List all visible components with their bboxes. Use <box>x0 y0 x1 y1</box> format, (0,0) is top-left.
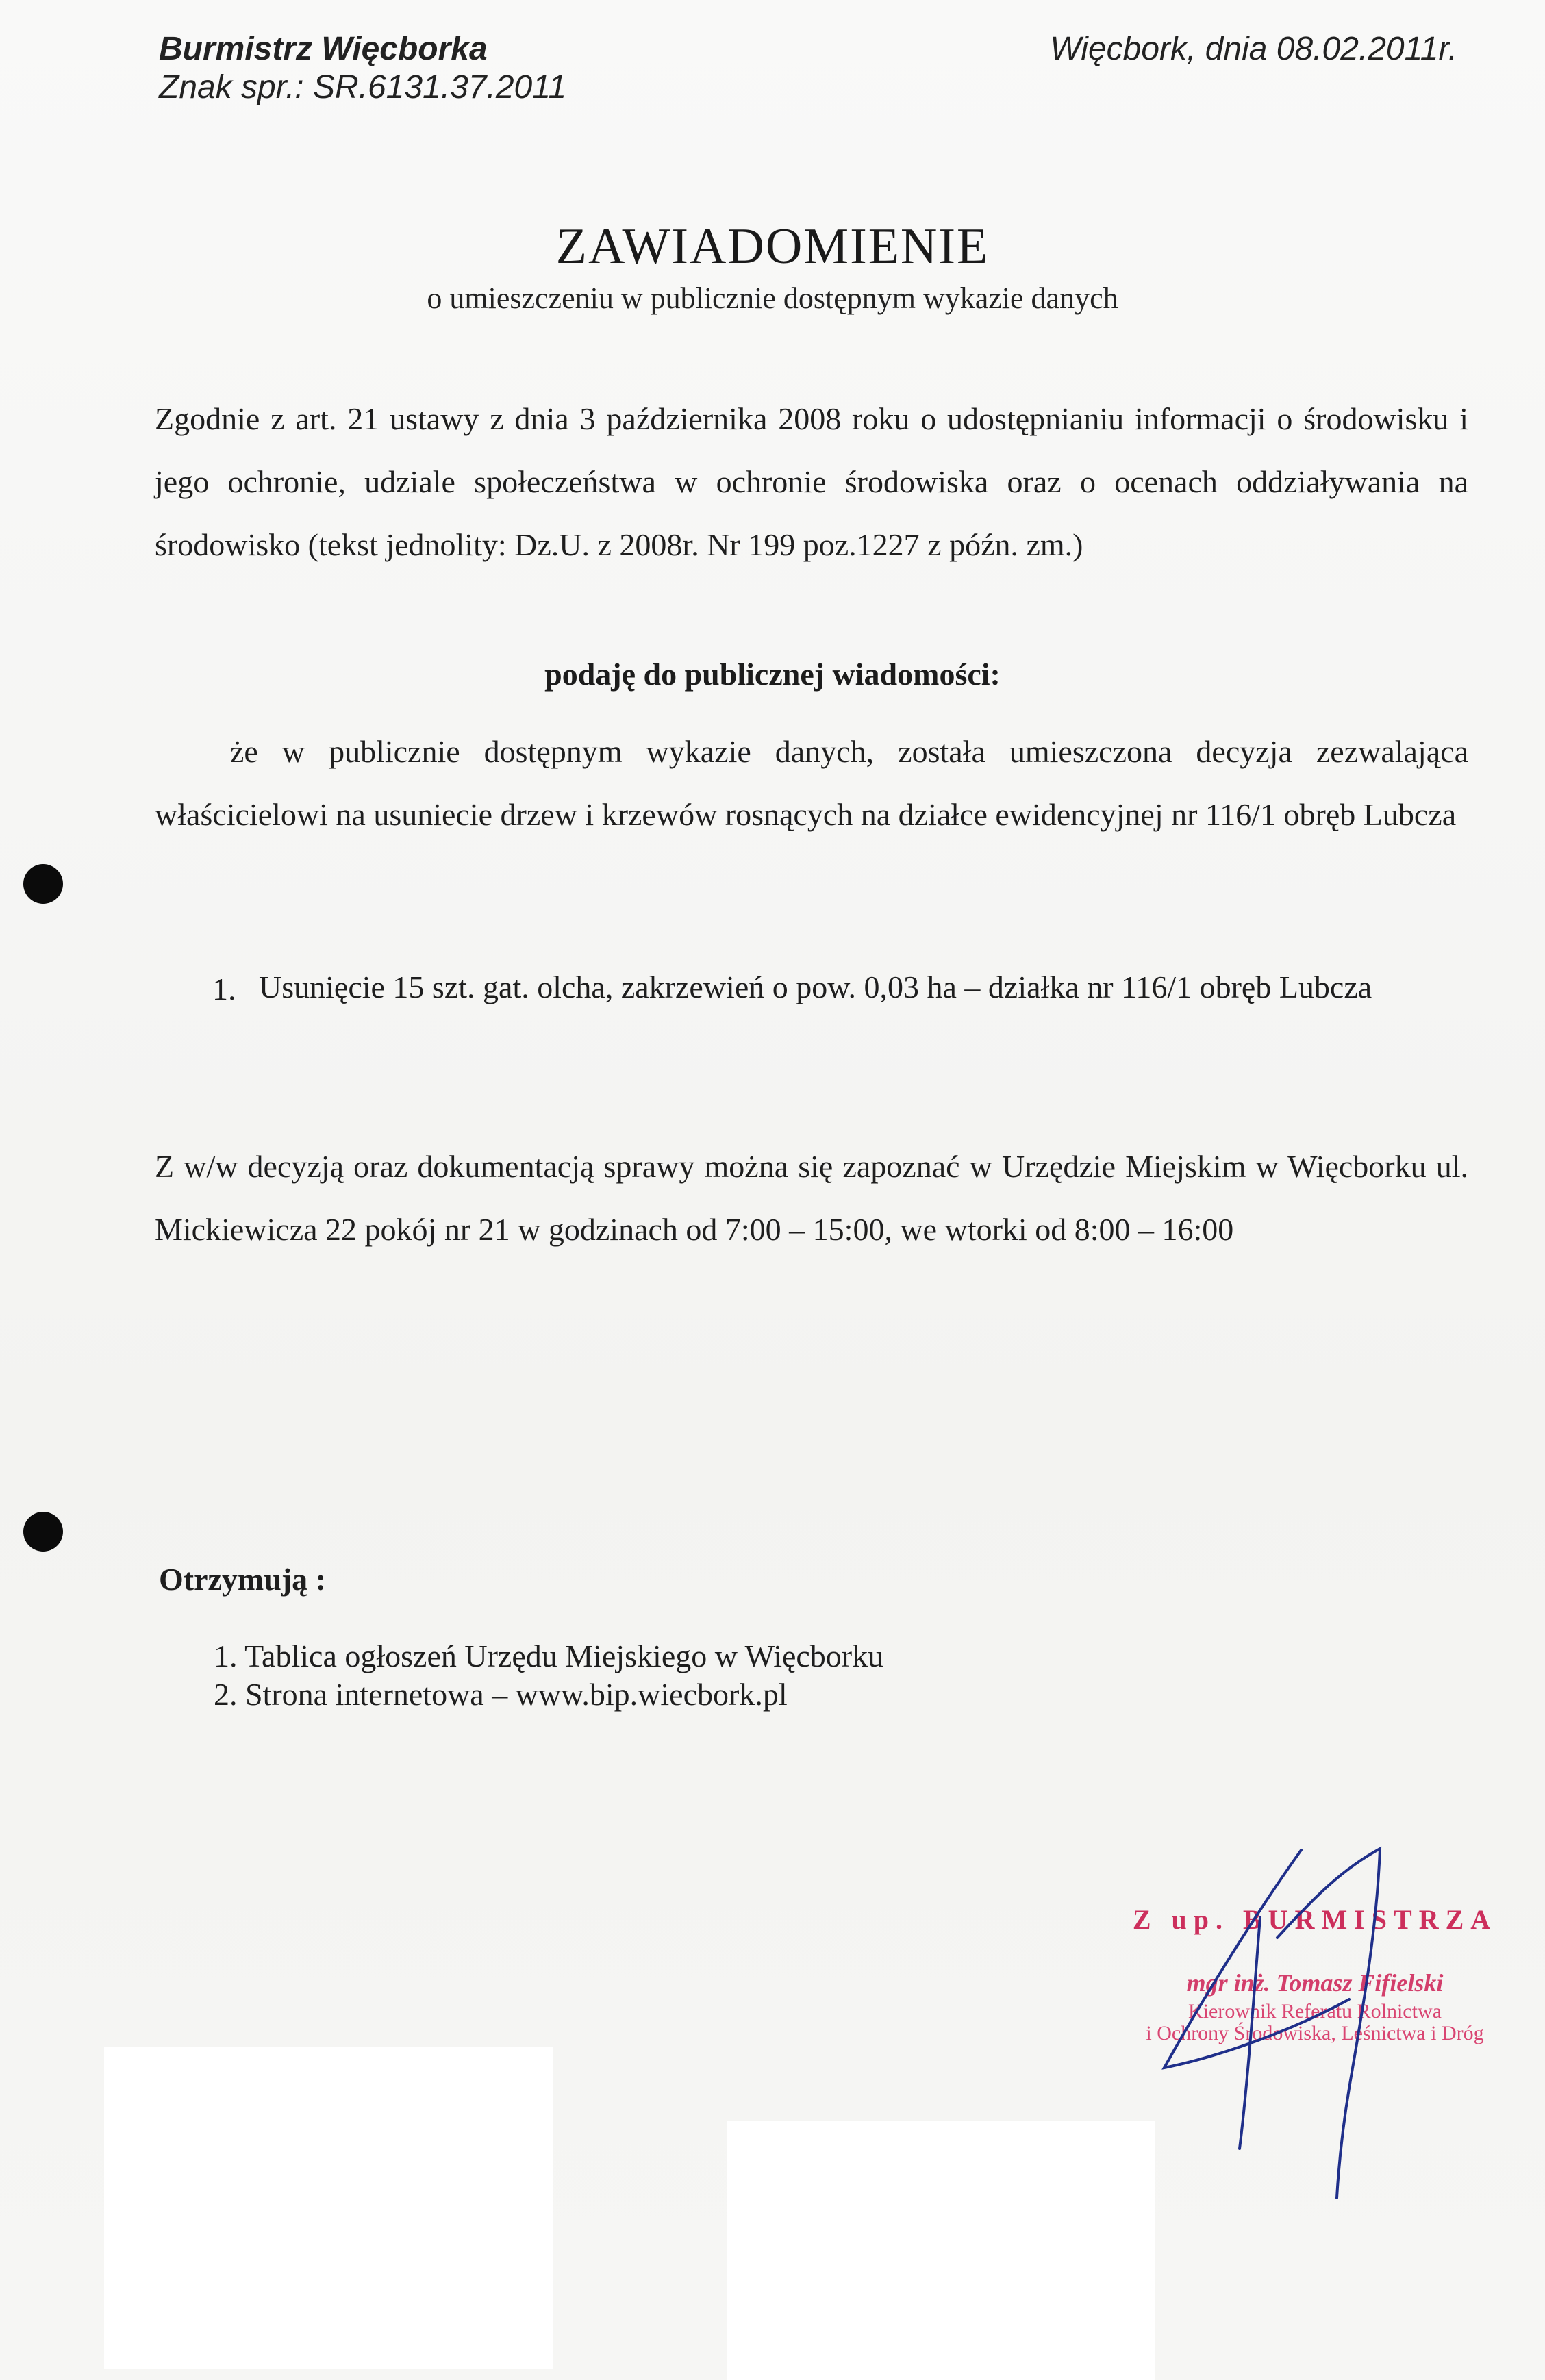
legal-basis-paragraph: Zgodnie z art. 21 ustawy z dnia 3 października 2008 roku o udostępnianiu informacji o środowisku i jego ochronie, udziale społeczeństwa w ochronie środowiska oraz o ocenach oddziaływania na środowisko (tekst jednolity: Dz.U. z 2008r. Nr 199 poz.1227 z późn. zm.) <box>155 401 1468 562</box>
case-number: Znak spr.: SR.6131.37.2011 <box>159 69 567 105</box>
access-info-paragraph: Z w/w decyzją oraz dokumentacją sprawy można się zapoznać w Urzędzie Miejskim w Więcborku ul. Mickiewicza 22 pokój nr 21 w godzinach od 7:00 – 15:00, we wtorki od 8:00 – 16:00 <box>155 1149 1468 1247</box>
list-item-text: Usunięcie 15 szt. gat. olcha, zakrzewień o pow. 0,03 ha – działka nr 116/1 obręb Lubcza <box>259 970 1372 1004</box>
signature-icon <box>1151 1835 1493 2218</box>
issuer-name: Burmistrz Więcborka <box>159 31 488 67</box>
recipient-item: 2. Strona internetowa – www.bip.wiecbork.pl <box>214 1677 788 1712</box>
recipients-heading: Otrzymują : <box>159 1562 326 1597</box>
document-title: ZAWIADOMIENIE <box>555 218 990 275</box>
place-date: Więcbork, dnia 08.02.2011r. <box>1050 31 1457 67</box>
document-subtitle: o umieszczeniu w publicznie dostępnym wykazie danych <box>427 281 1118 315</box>
stamp-name: mgr inż. Tomasz Fifielski <box>1186 1969 1444 1997</box>
stamp-line: i Ochrony Środowiska, Leśnictwa i Dróg <box>1146 2022 1484 2044</box>
announcement-heading: podaję do publicznej wiadomości: <box>544 657 1001 692</box>
punch-hole <box>23 1512 63 1552</box>
stamp-line: Z up. BURMISTRZA <box>1132 1904 1498 1935</box>
list-item-number: 1. <box>212 972 236 1007</box>
stamp-line: Kierownik Referatu Rolnictwa <box>1188 2000 1442 2023</box>
decision-paragraph: że w publicznie dostępnym wykazie danych, została umieszczona decyzja zezwalająca właścicielowi na usuniecie drzew i krzewów rosnących na działce ewidencyjnej nr 116/1 obręb Lubcza <box>155 734 1468 832</box>
recipient-item: 1. Tablica ogłoszeń Urzędu Miejskiego w Więcborku <box>214 1638 884 1673</box>
redacted-area <box>727 2121 1155 2380</box>
punch-hole <box>23 864 63 904</box>
redacted-area <box>104 2047 553 2369</box>
